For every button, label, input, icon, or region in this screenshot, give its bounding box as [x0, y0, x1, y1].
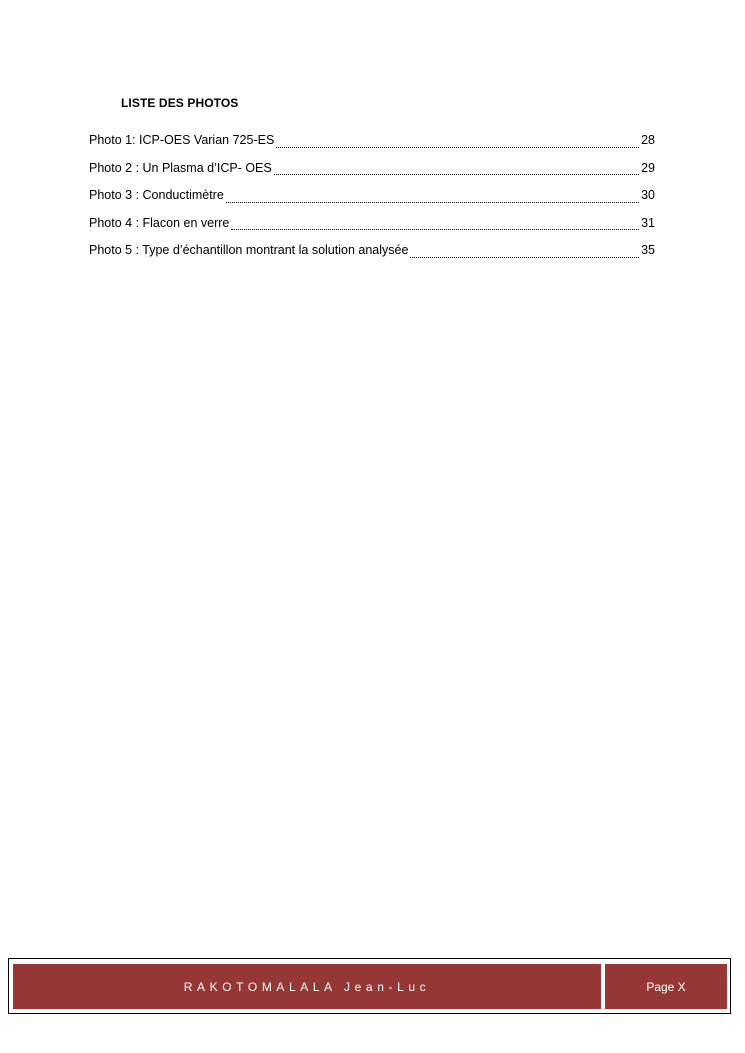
entry-page-number: 35: [641, 243, 655, 257]
entry-label: Photo 1: ICP-OES Varian 725-ES: [89, 133, 275, 147]
entry-page-number: 31: [641, 215, 655, 230]
entry-label: Photo 3 : Conductimètre: [89, 188, 224, 202]
entry-page-number: 29: [641, 160, 655, 175]
dot-leader: [276, 134, 639, 148]
dot-leader: [226, 189, 639, 203]
list-entry[interactable]: [89, 213, 655, 241]
list-title: LISTE DES PHOTOS: [121, 96, 239, 110]
page-footer: [8, 958, 731, 1014]
list-entry[interactable]: [89, 240, 655, 268]
entry-label: Photo 5 : Type d’échantillon montrant la solution analysée: [89, 243, 409, 257]
dot-leader: [231, 216, 639, 230]
footer-page-band: [605, 964, 727, 1009]
footer-author-name: RAKOTOMALALA Jean-Luc: [183, 979, 431, 994]
photo-list: [89, 130, 655, 268]
entry-label: Photo 4 : Flacon en verre: [89, 215, 230, 230]
entry-page-number: 28: [641, 133, 655, 147]
dot-leader: [410, 244, 639, 258]
list-entry[interactable]: [89, 185, 655, 213]
footer-author-band: [13, 964, 601, 1009]
footer-page-number: Page X: [646, 979, 686, 994]
dot-leader: [274, 161, 639, 175]
entry-label: Photo 2 : Un Plasma d’ICP- OES: [89, 160, 272, 175]
list-entry[interactable]: [89, 130, 655, 158]
list-entry[interactable]: [89, 158, 655, 186]
entry-page-number: 30: [641, 188, 655, 202]
